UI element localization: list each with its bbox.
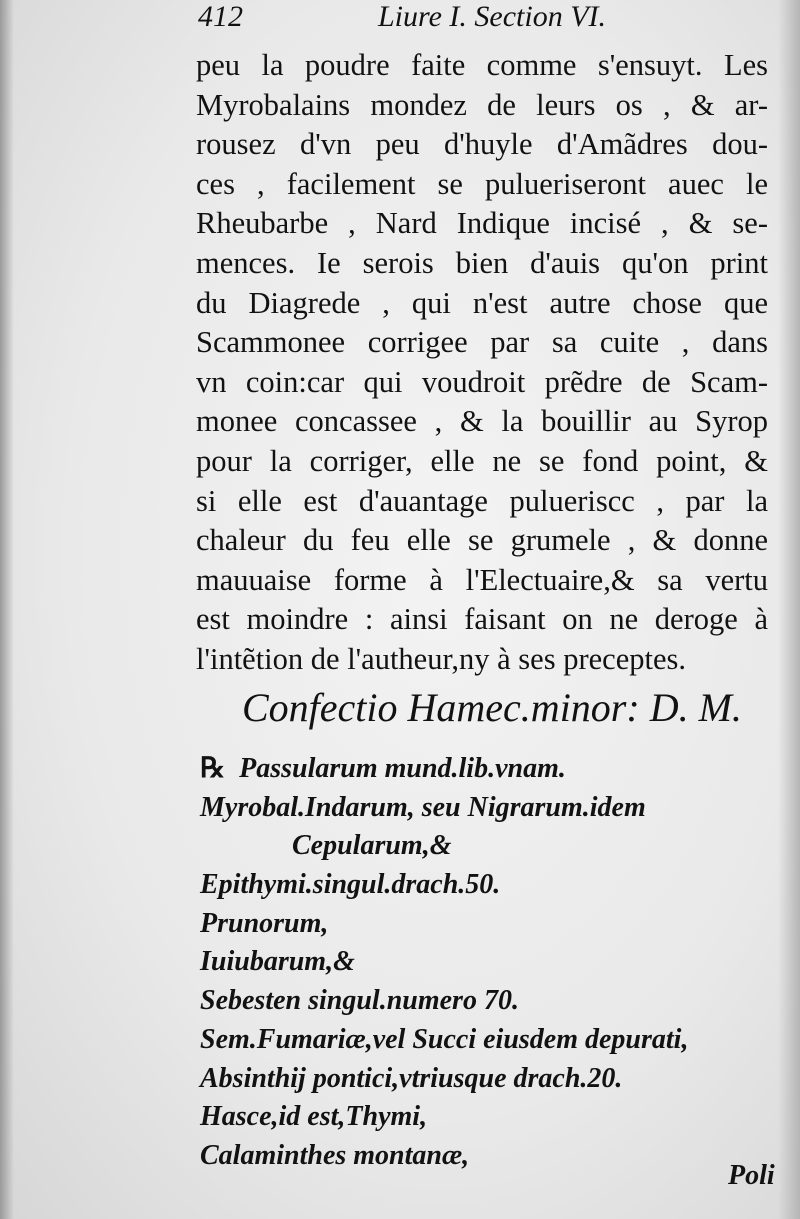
text-line: mauuaise forme à l'Electuaire,& sa vertu [196,562,768,597]
section-heading: Confectio Hamec.minor: D. M. [242,685,742,730]
text-line: mences. Ie serois bien d'auis qu'on print [196,245,768,280]
text-line: pour la corriger, elle ne se fond point, & [196,443,768,478]
body-paragraph [196,46,768,680]
text-line: Rheubarbe , Nard Indique incisé , & se- [196,206,768,241]
recipe-line: Absinthij pontici,vtriusque drach.20. [200,1062,623,1094]
running-title: Liure I. Section VI. [378,0,607,33]
text-line: Scammonee corrigee par sa cuite , dans [196,325,768,360]
text-line: Myrobalains mondez de leurs os , & ar- [196,87,768,122]
page-header [198,0,758,40]
text-line: vn coin:car qui voudroit prẽdre de Scam- [196,364,768,399]
recipe-line: Epithymi.singul.drach.50. [200,869,501,901]
text-line: chaleur du feu elle se grumele , & donne [196,523,768,558]
recipe-line-text: Passularum mund.lib.vnam. [239,753,566,784]
catchword: Poli [728,1160,775,1191]
recipe-line [200,750,760,789]
recipe-line: Prunorum, [200,907,329,939]
text-line: l'intẽtion de l'autheur,ny à ses preceptes. [196,641,686,676]
recipe-line: Calaminthes montanæ, [200,1139,470,1171]
page-shadow-right [778,0,800,1219]
text-line: ces , facilement se pulueriseront auec le [196,166,768,201]
text-line: peu la poudre faite comme s'ensuyt. Les [196,48,768,82]
text-line: monee concassee , & la bouillir au Syrop [196,404,768,439]
recipe-list [200,750,760,1176]
page-number: 412 [198,0,243,33]
page-shadow-left [0,0,14,1219]
text-line: si elle est d'auantage pulueriscc , par la [196,483,768,518]
recipe-line: Iuiubarum,& [200,946,355,978]
recipe-line: Myrobal.Indarum, seu Nigrarum.idem [200,791,646,823]
text-line: rousez d'vn peu d'huyle d'Amãdres dou- [196,127,768,162]
recipe-symbol: ℞ [200,753,226,784]
recipe-line: Hasce,id est,Thymi, [200,1101,428,1133]
text-line: est moindre : ainsi faisant on ne deroge à [196,602,768,637]
recipe-line: Cepularum,& [292,830,452,862]
text-line: du Diagrede , qui n'est autre chose que [196,285,768,320]
recipe-line: Sebesten singul.numero 70. [200,985,519,1017]
recipe-line: Sem.Fumariæ,vel Succi eiusdem depurati, [200,1023,689,1055]
